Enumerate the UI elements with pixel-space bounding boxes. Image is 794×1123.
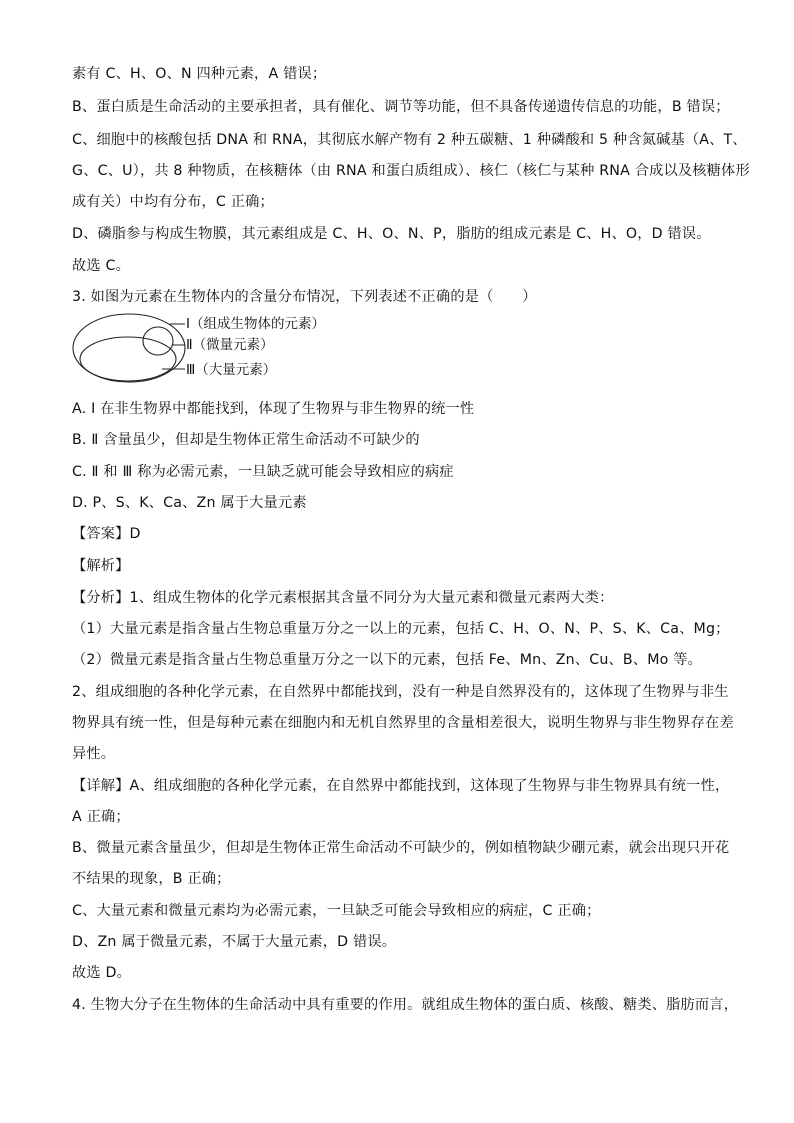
text-line: 成有关）中均有分布，C 正确；	[72, 194, 274, 210]
text-line: 物界具有统一性，但是每种元素在细胞内和无机自然界里的含量相差很大，说明生物界与非生物界存在差	[72, 715, 734, 731]
ellipse-iii	[80, 337, 176, 381]
answer-line: 【答案】D	[72, 526, 141, 542]
question-stem: 3. 如图为元素在生物体内的含量分布情况，下列表述不正确的是（ ）	[72, 289, 537, 305]
analysis-header: 【解析】	[72, 558, 130, 574]
question-stem: 4. 生物大分子在生物体的生命活动中具有重要的作用。就组成生物体的蛋白质、核酸、糖类、脂肪而言，	[72, 997, 739, 1013]
text-line: D、Zn 属于微量元素，不属于大量元素，D 错误。	[72, 934, 397, 950]
element-venn-diagram	[72, 312, 372, 384]
label-ii: Ⅱ（微量元素）	[186, 337, 274, 353]
option-a: A. Ⅰ 在非生物界中都能找到，体现了生物界与非生物界的统一性	[72, 401, 475, 417]
text-line: C、大量元素和微量元素均为必需元素，一旦缺乏可能会导致相应的病症，C 正确；	[72, 903, 601, 919]
label-iii: Ⅲ（大量元素）	[186, 362, 277, 378]
text-line: G、C、U），共 8 种物质，在核糖体（由 RNA 和蛋白质组成）、核仁（核仁与某种 RNA 合成以及核糖体形	[72, 163, 750, 179]
text-line: （1）大量元素是指含量占生物总重量万分之一以上的元素，包括 C、H、O、N、P、S、K、Ca、Mg；	[72, 621, 730, 637]
text-line: 素有 C、H、O、N 四种元素，A 错误；	[72, 66, 327, 82]
text-line: C、细胞中的核酸包括 DNA 和 RNA，其彻底水解产物有 2 种五碳糖、1 种磷酸和 5 种含氮碱基（A、T、	[72, 132, 747, 148]
text-line: B、蛋白质是生命活动的主要承担者，具有催化、调节等功能，但不具备传递遗传信息的功能，B 错误；	[72, 99, 730, 115]
text-line: 异性。	[72, 746, 116, 762]
text-line: （2）微量元素是指含量占生物总重量万分之一以下的元素，包括 Fe、Mn、Zn、Cu、B、Mo 等。	[72, 652, 703, 668]
option-b: B. Ⅱ 含量虽少，但却是生物体正常生命活动不可缺少的	[72, 432, 420, 448]
option-c: C. Ⅱ 和 Ⅲ 称为必需元素，一旦缺乏就可能会导致相应的病症	[72, 464, 454, 480]
text-line: A 正确；	[72, 809, 130, 825]
text-line: 故选 D。	[72, 965, 131, 981]
option-d: D. P、S、K、Ca、Zn 属于大量元素	[72, 495, 307, 511]
text-line: 不结果的现象，B 正确；	[72, 871, 231, 887]
text-line: 【分析】1、组成生物体的化学元素根据其含量不同分为大量元素和微量元素两大类：	[72, 590, 614, 606]
text-line: 2、组成细胞的各种化学元素，在自然界中都能找到，没有一种是自然界没有的，这体现了生物界与非生	[72, 684, 729, 700]
circle-ii	[143, 327, 173, 355]
text-line: B、微量元素含量虽少，但却是生物体正常生命活动不可缺少的，例如植物缺少硼元素，就会出现只开花	[72, 840, 730, 856]
text-line: 【详解】A、组成细胞的各种化学元素，在自然界中都能找到，这体现了生物界与非生物界具有统一性，	[72, 778, 730, 794]
label-i: Ⅰ（组成生物体的元素）	[186, 316, 325, 332]
text-line: D、磷脂参与构成生物膜，其元素组成是 C、H、O、N、P，脂肪的组成元素是 C、H、O，D 错误。	[72, 226, 711, 242]
text-line: 故选 C。	[72, 258, 130, 274]
